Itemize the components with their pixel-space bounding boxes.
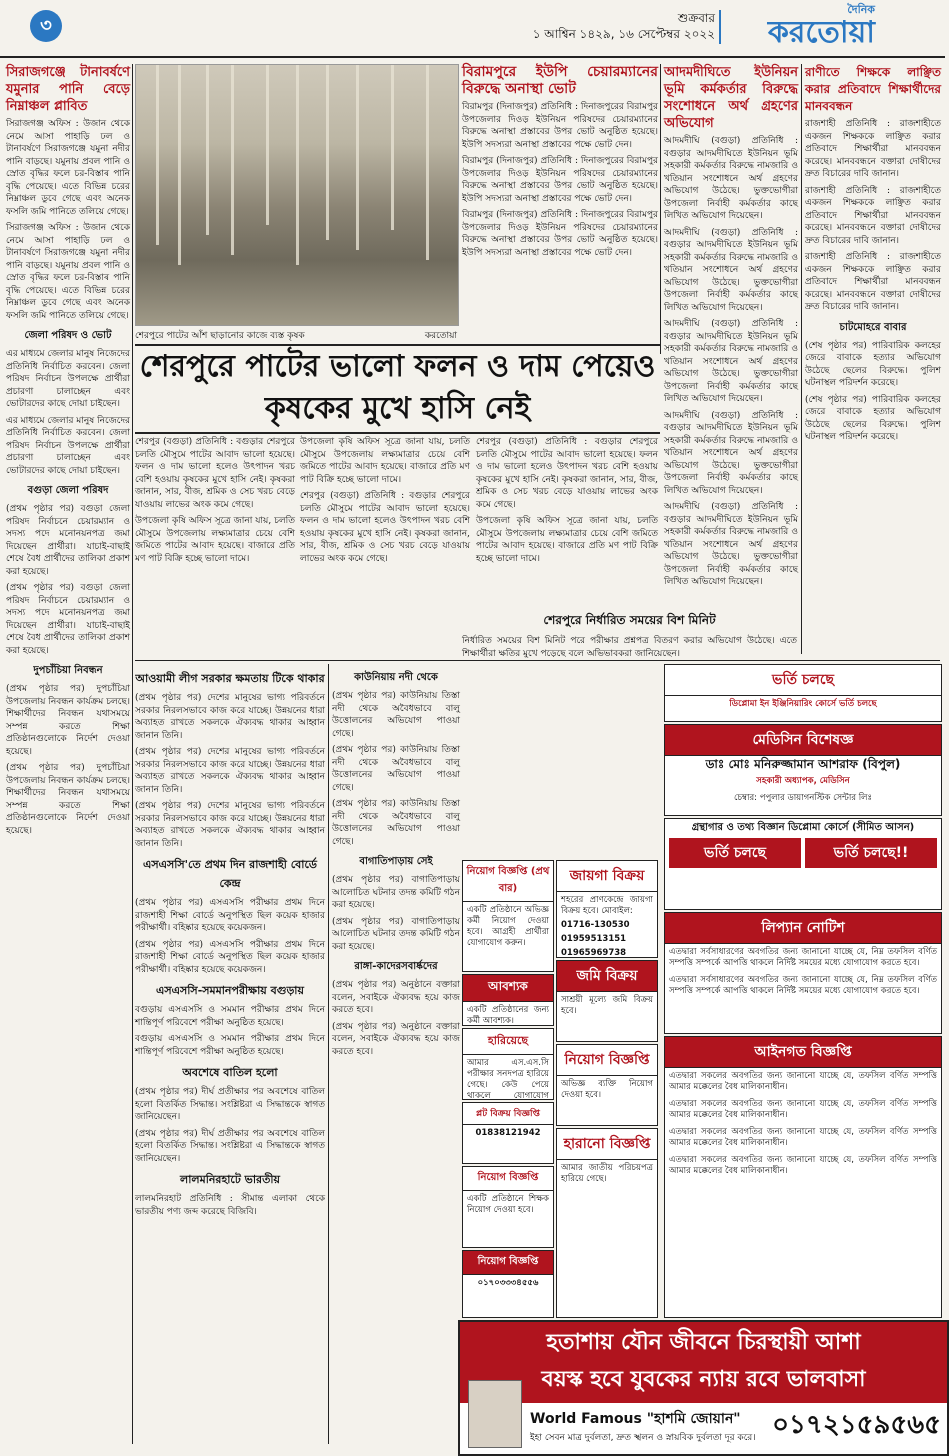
ad-title: নিয়োগ বিজ্ঞপ্তি [463, 1251, 553, 1275]
story-body: আদমদীঘি (বগুড়া) প্রতিনিধি : বগুড়ার আদমদীঘিতে ইউনিয়ন ভূমি সহকারী কর্মকর্তার বিরুদ্ধে নামজারি ও খতিয়ান সংশোধনে অর্থ গ্রহণের অভিযোগ উঠেছে। ভুক্তভোগীরা উপজেলা নির্বাহী কর্মকর্তার কাছে লিখিত অভিযোগ দিয়েছেন। [664, 410, 798, 496]
ad-lost-2 [556, 1128, 658, 1318]
story-body: (প্রথম পৃষ্ঠার পর) এসএসসি পরীক্ষার প্রথম দিনে রাজশাহী শিক্ষা বোর্ডে অনুপস্থিত ছিল কয়েক হাজার পরীক্ষার্থী। বহিষ্কার হয়েছে কয়েকজন। [135, 898, 325, 933]
ad-needed [462, 974, 554, 1026]
masthead-title: করতোয়া [767, 15, 875, 50]
story-title: কাউনিয়ায় নদী থেকে [354, 672, 438, 683]
story-title: এসএসসি'তে প্রথম দিন রাজশাহী বোর্ডে কেন্দ্র [142, 858, 318, 890]
admission-badge-left: ভর্তি চলছে [669, 838, 801, 868]
story-body: সিরাজগঞ্জ অফিস : উজান থেকে নেমে আসা পাহাড়ি ঢল ও টানাবর্ষণে সিরাজগঞ্জে যমুনা নদীর পানি বাড়ছে। যমুনায় প্রবল পানি ও স্রোত বৃদ্ধির ফলে চর-বিস্তাৰ পানি বৃদ্ধি পেয়েছে। এতে বিভিন্ন চরের নিম্নাঞ্চল ডুবে গেছে এবং অনেক ফসলি জমি পানিতে তলিয়ে গেছে। [6, 119, 130, 217]
story-body: (প্রথম পৃষ্ঠার পর) দেশের মানুষের ভাগ্য পরিবর্তনে সরকার নিরলসভাবে কাজ করে যাচ্ছে। উন্নয়নের ধারা অব্যাহত রাখতে সকলকে ঐক্যবদ্ধ থাকার আহ্বান জানান তিনি। [135, 747, 325, 795]
ad-phone: ০১৭০৩৩৩৪৫৫৬ [477, 1278, 539, 1288]
ad-title: জায়গা বিক্রয় [557, 861, 657, 892]
story-title: আওয়ামী লীগ সরকার ক্ষমতায় টিকে থাকার [135, 672, 325, 685]
story-body: উপজেলা কৃষি অফিস সূত্রে জানা যায়, চলতি মৌসুমে উপজেলায় লক্ষ্যমাত্রার চেয়ে বেশি জমিতে পাটের আবাদ হয়েছে। বাজারে প্রতি মণ পাট বিক্রি হচ্ছে ভালো দামে। [135, 516, 295, 564]
ad-subtitle: ডিপ্লোমা ইন ইঞ্জিনিয়ারিং কোর্সে ভর্তি চলছে [729, 699, 877, 709]
ad-lipyan-notice [664, 912, 942, 1034]
column-5 [805, 64, 941, 654]
photo-credit: করতোয়া [424, 331, 457, 341]
story-body: (প্রথম পৃষ্ঠার পর) দুপচাঁচিয়া উপজেলায় নিবন্ধন কার্যক্রম চলছে। শিক্ষার্থীদের নিবন্ধন যথাসময়ে সম্পন্ন করতে শিক্ষা প্রতিষ্ঠানগুলোকে নির্দেশ দেওয়া হয়েছে। [6, 763, 130, 836]
story-body: (প্রথম পৃষ্ঠার পর) অনুষ্ঠানে বক্তারা বলেন, সবাইকে ঐক্যবদ্ধ হয়ে কাজ করতে হবে। [332, 1021, 460, 1057]
ad-legal-notice [664, 1036, 942, 1318]
story-body: (প্রথম পৃষ্ঠার পর) কাউনিয়ায় তিস্তা নদী থেকে অবৈধভাবে বালু উত্তোলনের অভিযোগ পাওয়া গেছে। [332, 691, 460, 739]
ad-body: সাশ্রয়ী মূল্যে জমি বিক্রয় হবে। [561, 995, 653, 1016]
story-body: নির্ধারিত সময়ের বিশ মিনিট পরে পরীক্ষার প্রশ্নপত্র বিতরণ করার অভিযোগ উঠেছে। এতে শিক্ষার্থীরা ক্ষতির মুখে পড়েছে বলে অভিভাবকরা জানিয়েছেন। [462, 636, 797, 659]
jute-farmers-photo [135, 64, 459, 326]
ad-phone: 01838121942 [475, 1128, 541, 1138]
story-title: বগুড়া জেলা পরিষদ [27, 485, 109, 496]
ad-title: নিয়োগ বিজ্ঞপ্তি [463, 1167, 553, 1191]
ad-body: একটি প্রতিষ্ঠানে শিক্ষক নিয়োগ দেওয়া হবে। [467, 1194, 549, 1215]
header-date-text: ১ আশ্বিন ১৪২৯, ১৬ সেপ্টেম্বর ২০২২ [532, 27, 715, 41]
ad-product-name: World Famous "হাশমি জোয়ান" [530, 1411, 741, 1427]
ad-body: শহরের প্রাণকেন্দ্রে জায়গা বিক্রয় হবে। মোবাইল: [561, 895, 653, 916]
story-title: বিরামপুরে ইউপি চেয়ারম্যানের বিরুদ্ধে অনাস্থা ভোট [462, 64, 658, 97]
story-body: বিরামপুর (দিনাজপুর) প্রতিনিধি : দিনাজপুরের বিরামপুর উপজেলার দিওড় ইউনিয়ন পরিষদের চেয়ারম্যানের বিরুদ্ধে অনাস্থা প্রস্তাবের উপর ভোট অনুষ্ঠিত হয়েছে। ইউপি সদস্যরা অনাস্থা প্রস্তাবের পক্ষে ভোট দেন। [462, 102, 658, 150]
story-body: বিরামপুর (দিনাজপুর) প্রতিনিধি : দিনাজপুরের বিরামপুর উপজেলার দিওড় ইউনিয়ন পরিষদের চেয়ারম্যানের বিরুদ্ধে অনাস্থা প্রস্তাবের উপর ভোট অনুষ্ঠিত হয়েছে। ইউপি সদস্যরা অনাস্থা প্রস্তাবের পক্ষে ভোট দেন। [462, 156, 658, 204]
ad-phone-3: 01965969738 [561, 948, 627, 958]
ad-land-sale [556, 860, 658, 958]
story-body: এর মাধ্যমে জেলার মানুষ নিজেদের প্রতিনিধি নির্বাচিত করবেন। জেলা পরিষদ নির্বাচন উপলক্ষে প্রার্থীরা প্রচারণা চালাচ্ছেন এবং ভোটারদের কাছে দোয়া চাইছেন। [6, 415, 130, 476]
main-headline: শেরপুরে পাটের ভালো ফলন ও দাম পেয়েও কৃষকের মুখে হাসি নেই [135, 344, 660, 434]
ad-title: হারিয়েছে [463, 1029, 553, 1055]
ad-body: আমার জাতীয় পরিচয়পত্র হারিয়ে গেছে। [561, 1163, 653, 1184]
ad-jobs-2 [462, 1166, 554, 1248]
story-body: (প্রথম পৃষ্ঠার পর) বগুড়া জেলা পরিষদ নির্বাচনে চেয়ারম্যান ও সদস্য পদে মনোনয়নপত্র জমা দিয়েছেন প্রার্থীরা। যাচাই-বাছাই শেষে বৈধ প্রার্থীদের তালিকা প্রকাশ করা হয়েছে। [6, 504, 130, 577]
ad-body: একটি প্রতিষ্ঠানে অভিজ্ঞ কর্মী নিয়োগ দেওয়া হবে। আগ্রহী প্রার্থীরা যোগাযোগ করুন। [467, 905, 549, 948]
story-body: (প্রথম পৃষ্ঠার পর) বাগাতিপাড়ায় আলোচিত ঘটনার তদন্ত কমিটি গঠন করা হয়েছে। [332, 916, 460, 952]
ad-body: আমার এস.এস.সি পরীক্ষার সনদপত্র হারিয়ে গেছে। কেউ পেয়ে থাকলে যোগাযোগ [467, 1058, 549, 1101]
ad-body: একটি প্রতিষ্ঠানের জন্য কর্মী আবশ্যক। [467, 1005, 549, 1026]
main-story-col-3 [476, 436, 658, 606]
ad-phone-2: 01959513151 [561, 934, 627, 944]
story-body: শেরপুর (বগুড়া) প্রতিনিধি : বগুড়ার শেরপুরে চলতি মৌসুমে পাটের আবাদ ভালো হয়েছে। ফলন ও দাম ভালো হলেও উৎপাদন খরচ বেশি হওয়ায় কৃষকের মুখে হাসি নেই। কৃষকরা জানান, সার, বীজ, শ্রমিক ও সেচ খরচ বেড়ে যাওয়ায় লাভের অংক কমে গেছে। [300, 491, 470, 564]
ad-health-product [458, 1320, 949, 1456]
doctor-portrait [468, 1380, 522, 1448]
main-story-col-1 [135, 436, 295, 606]
story-body: (প্রথম পৃষ্ঠার পর) এসএসসি পরীক্ষার প্রথম দিনে রাজশাহী শিক্ষা বোর্ডে অনুপস্থিত ছিল কয়েক হাজার পরীক্ষার্থী। বহিষ্কার হয়েছে কয়েকজন। [135, 939, 325, 975]
ad-jobs-3 [462, 1250, 554, 1318]
ad-line-2: বয়স্ক হবে যুবকের ন্যায় রবে ভালবাসা [460, 1362, 947, 1403]
story-body: (প্রথম পৃষ্ঠার পর) কাউনিয়ায় তিস্তা নদী থেকে অবৈধভাবে বালু উত্তোলনের অভিযোগ পাওয়া গেছে। [332, 799, 460, 847]
ad-body: অভিজ্ঞ ব্যক্তি নিয়োগ দেওয়া হবে। [561, 1079, 653, 1100]
story-body: (প্রথম পৃষ্ঠার পর) দেশের মানুষের ভাগ্য পরিবর্তনে সরকার নিরলসভাবে কাজ করে যাচ্ছে। উন্নয়নের ধারা অব্যাহত রাখতে সকলকে ঐক্যবদ্ধ থাকার আহ্বান জানান তিনি। [135, 693, 325, 741]
ad-body: এতদ্বারা সকলের অবগতির জন্য জানানো যাচ্ছে যে, তফসিল বর্ণিত সম্পত্তি আমার মক্কেলের বৈধ মালিকানাধীন। [669, 1155, 937, 1176]
story-body: বিরামপুর (দিনাজপুর) প্রতিনিধি : দিনাজপুরের বিরামপুর উপজেলার দিওড় ইউনিয়ন পরিষদের চেয়ারম্যানের বিরুদ্ধে অনাস্থা প্রস্তাবের উপর ভোট অনুষ্ঠিত হয়েছে। ইউপি সদস্যরা অনাস্থা প্রস্তাবের পক্ষে ভোট দেন। [462, 210, 658, 258]
story-body: লালমনিরহাট প্রতিনিধি : সীমান্ত এলাকা থেকে ভারতীয় পণ্য জব্দ করেছে বিজিবি। [135, 1194, 325, 1217]
ad-title: নিয়োগ বিজ্ঞপ্তি (প্রথ বার) [463, 861, 553, 902]
story-body: রাজশাহী প্রতিনিধি : রাজশাহীতে একজন শিক্ষককে লাঞ্ছিত করার প্রতিবাদে শিক্ষার্থীরা মানববন্ধন করেছে। মানববন্ধনে বক্তারা দোষীদের দ্রুত বিচারের দাবি জানান। [805, 119, 941, 179]
story-title: রাণীতে শিক্ষকে লাঞ্ছিত করার প্রতিবাদে শিক্ষার্থীদের মানববন্ধন [805, 65, 941, 113]
story-body: রাজশাহী প্রতিনিধি : রাজশাহীতে একজন শিক্ষককে লাঞ্ছিত করার প্রতিবাদে শিক্ষার্থীরা মানববন্ধন করেছে। মানববন্ধনে বক্তারা দোষীদের দ্রুত বিচারের দাবি জানান। [805, 252, 941, 312]
admission-badge-right: ভর্তি চলছে!! [805, 838, 937, 868]
story-title: রাঙ্গা-কাদেরসবার্ষ্কদের [354, 961, 438, 972]
story-body: (প্রথম পৃষ্ঠার পর) দীর্ঘ প্রতীক্ষার পর অবশেষে বাতিল হলো বিতর্কিত সিদ্ধান্ত। সংশ্লিষ্টরা এ সিদ্ধান্তকে স্বাগত জানিয়েছেন। [135, 1087, 325, 1122]
story-body: আদমদীঘি (বগুড়া) প্রতিনিধি : বগুড়ার আদমদীঘিতে ইউনিয়ন ভূমি সহকারী কর্মকর্তার বিরুদ্ধে নামজারি ও খতিয়ান সংশোধনে অর্থ গ্রহণের অভিযোগ উঠেছে। ভুক্তভোগীরা উপজেলা নির্বাহী কর্মকর্তার কাছে লিখিত অভিযোগ দিয়েছেন। [664, 319, 798, 404]
column-1 [6, 64, 130, 1444]
story-body: বগুড়ায় এসএসসি ও সমমান পরীক্ষার প্রথম দিনে শান্তিপূর্ণ পরিবেশে পরীক্ষা অনুষ্ঠিত হয়েছে। [135, 1034, 325, 1057]
story-body: শেরপুর (বগুড়া) প্রতিনিধি : বগুড়ার শেরপুরে চলতি মৌসুমে পাটের আবাদ ভালো হয়েছে। ফলন ও দাম ভালো হলেও উৎপাদন খরচ বেশি হওয়ায় কৃষকের মুখে হাসি নেই। কৃষকরা জানান, সার, বীজ, শ্রমিক ও সেচ খরচ বেড়ে যাওয়ায় লাভের অংক কমে গেছে। [476, 437, 658, 510]
ad-title: মেডিসিন বিশেষজ্ঞ [665, 725, 941, 756]
ad-title: জমি বিক্রয় [557, 961, 657, 992]
story-title: চাটমোহরে বাবার [839, 321, 907, 333]
story-title: দুপচাঁচিয়া নিবন্ধন [33, 665, 103, 676]
lower-left-column [135, 664, 325, 1444]
story-body: সিরাজগঞ্জ অফিস : উজান থেকে নেমে আসা পাহাড়ি ঢল ও টানাবর্ষণে সিরাজগঞ্জে যমুনা নদীর পানি বাড়ছে। যমুনায় প্রবল পানি ও স্রোত বৃদ্ধির ফলে চর-বিস্তাৰ পানি বৃদ্ধি পেয়েছে। এতে বিভিন্ন চরের নিম্নাঞ্চল ডুবে গেছে এবং অনেক ফসলি জমি পানিতে তলিয়ে গেছে। [6, 223, 130, 321]
ad-admission-1 [664, 664, 942, 722]
ad-body: এতদ্বারা সকলের অবগতির জন্য জানানো যাচ্ছে যে, তফসিল বর্ণিত সম্পত্তি আমার মক্কেলের বৈধ মালিকানাধীন। [669, 1099, 937, 1120]
ad-title: গ্রন্থাগার ও তথ্য বিজ্ঞান ডিপ্লোমা কোর্সে (সীমিত আসন) [691, 822, 915, 833]
ad-phone-1: 01716-130530 [561, 920, 630, 930]
story-title: বাগাতিপাড়ায় সেই [359, 856, 433, 867]
story-body: রাজশাহী প্রতিনিধি : রাজশাহীতে একজন শিক্ষককে লাঞ্ছিত করার প্রতিবাদে শিক্ষার্থীরা মানববন্ধন করেছে। মানববন্ধনে বক্তারা দোষীদের দ্রুত বিচারের দাবি জানান। [805, 185, 941, 246]
header-separator [719, 10, 721, 44]
ad-jobs-4 [556, 1044, 658, 1126]
story-body: আদমদীঘি (বগুড়া) প্রতিনিধি : বগুড়ার আদমদীঘিতে ইউনিয়ন ভূমি সহকারী কর্মকর্তার বিরুদ্ধে নামজারি ও খতিয়ান সংশোধনে অর্থ গ্রহণের অভিযোগ উঠেছে। ভুক্তভোগীরা উপজেলা নির্বাহী কর্মকর্তার কাছে লিখিত অভিযোগ দিয়েছেন। [664, 502, 798, 587]
story-title: লালমনিরহাটে ভারতীয় [180, 1173, 280, 1186]
ad-body: এতদ্বারা সর্বসাধারণের অবগতির জন্য জানানো যাচ্ছে যে, নিম্ন তফসিল বর্ণিত সম্পত্তি সম্পর্কে আপত্তি থাকলে নির্দিষ্ট সময়ের মধ্যে যোগাযোগ করতে হবে। [669, 975, 937, 996]
photo-caption [135, 328, 457, 343]
ad-library-course [664, 818, 942, 910]
newspaper-masthead [768, 4, 875, 50]
masthead-small: দৈনিক [847, 3, 875, 16]
header-date [533, 10, 715, 42]
column-rule [328, 664, 329, 1444]
story-body: (প্রথম পৃষ্ঠার পর) দুপচাঁচিয়া উপজেলায় নিবন্ধন কার্যক্রম চলছে। শিক্ষার্থীদের নিবন্ধন যথাসময়ে সম্পন্ন করতে শিক্ষা প্রতিষ্ঠানগুলোকে নির্দেশ দেওয়া হয়েছে। [6, 684, 130, 757]
story-title: এসএসসি-সমমানপরীক্ষায় বগুড়ায় [156, 984, 304, 997]
story-body: আদমদীঘি (বগুড়া) প্রতিনিধি : বগুড়ার আদমদীঘিতে ইউনিয়ন ভূমি সহকারী কর্মকর্তার বিরুদ্ধে নামজারি ও খতিয়ান সংশোধনে অর্থ গ্রহণের অভিযোগ উঠেছে। ভুক্তভোগীরা উপজেলা নির্বাহী কর্মকর্তার কাছে লিখিত অভিযোগ দিয়েছেন। [664, 136, 798, 221]
ad-title: লিপ্যান নোটিশ [665, 913, 941, 944]
story-body: বগুড়ায় এসএসসি ও সমমান পরীক্ষার প্রথম দিনে শান্তিপূর্ণ পরিবেশে পরীক্ষা অনুষ্ঠিত হয়েছে। [135, 1005, 325, 1028]
story-title: আদমদীঘিতে ইউনিয়ন ভূমি কর্মকর্তার বিরুদ্ধে সংশোধনে অর্থ গ্রহণের অভিযোগ [664, 65, 798, 131]
column-3 [462, 64, 658, 339]
ad-plot-sale [462, 1102, 554, 1164]
ad-medicine [664, 724, 942, 816]
story-body: (প্রথম পৃষ্ঠার পর) কাউনিয়ায় তিস্তা নদী থেকে অবৈধভাবে বালু উত্তোলনের অভিযোগ পাওয়া গেছে। [332, 745, 460, 793]
ad-title: আবশ্যক [463, 975, 553, 1002]
ad-jobs-1 [462, 860, 554, 972]
ad-body: এতদ্বারা সকলের অবগতির জন্য জানানো যাচ্ছে যে, তফসিল বর্ণিত সম্পত্তি আমার মক্কেলের বৈধ মালিকানাধীন। [669, 1071, 937, 1092]
story-body: (প্রথম পৃষ্ঠার পর) দেশের মানুষের ভাগ্য পরিবর্তনে সরকার নিরলসভাবে কাজ করে যাচ্ছে। উন্নয়নের ধারা অব্যাহত রাখতে সকলকে ঐক্যবদ্ধ থাকার আহ্বান জানান তিনি। [135, 801, 325, 849]
ad-title: হারানো বিজ্ঞপ্তি [557, 1129, 657, 1160]
story-title: জেলা পরিষদ ও ভোট [24, 330, 112, 341]
story-body: এর মাধ্যমে জেলার মানুষ নিজেদের প্রতিনিধি নির্বাচিত করবেন। জেলা পরিষদ নির্বাচন উপলক্ষে প্রার্থীরা প্রচারণা চালাচ্ছেন এবং ভোটারদের কাছে দোয়া চাইছেন। [6, 349, 130, 409]
ad-title: প্লট বিক্রয় বিজ্ঞপ্তি [463, 1103, 553, 1125]
lower-mid-column [332, 664, 460, 1444]
column-rule [801, 64, 802, 654]
ad-title: আইনগত বিজ্ঞপ্তি [665, 1037, 941, 1068]
page-header [0, 0, 945, 58]
story-body: উপজেলা কৃষি অফিস সূত্রে জানা যায়, চলতি মৌসুমে উপজেলায় লক্ষ্যমাত্রার চেয়ে বেশি জমিতে পাটের আবাদ হয়েছে। বাজারে প্রতি মণ পাট বিক্রি হচ্ছে ভালো দামে। [300, 437, 470, 485]
ad-lost [462, 1028, 554, 1100]
ad-title: ভর্তি চলছে [665, 665, 941, 696]
exam-story [462, 606, 797, 658]
column-4 [664, 64, 798, 644]
ad-body: এতদ্বারা সকলের অবগতির জন্য জানানো যাচ্ছে যে, তফসিল বর্ণিত সম্পত্তি আমার মক্কেলের বৈধ মালিকানাধীন। [669, 1127, 937, 1148]
story-body: (প্রথম পৃষ্ঠার পর) বাগাতিপাড়ায় আলোচিত ঘটনার তদন্ত কমিটি গঠন করা হয়েছে। [332, 875, 460, 910]
page-number-badge: ৩ [30, 10, 62, 42]
story-body: (প্রথম পৃষ্ঠার পর) অনুষ্ঠানে বক্তারা বলেন, সবাইকে ঐক্যবদ্ধ হয়ে কাজ করতে হবে। [332, 980, 460, 1015]
ad-description: ইহা সেবন মাত্র দুর্বলতা, দ্রুত স্খলন ও স্নায়বিক দুর্বলতা দূর করে। [530, 1433, 756, 1443]
ad-land-sale-2 [556, 960, 658, 1042]
story-title: শেরপুরে নির্ধারিত সময়ের বিশ মিনিট [543, 613, 716, 627]
story-body: (শেষ পৃষ্ঠার পর) পারিবারিক কলহের জেরে বাবাকে হত্যার অভিযোগ উঠেছে ছেলের বিরুদ্ধে। পুলিশ ঘটনাস্থল পরিদর্শন করেছে। [805, 340, 941, 388]
doctor-role: সহকারী অধ্যাপক, মেডিসিন [756, 776, 850, 786]
main-story-col-2 [300, 436, 470, 606]
ad-phone: ০১৭২১৫৯৫৬৫ [772, 1410, 941, 1440]
column-rule [132, 64, 133, 1444]
story-body: আদমদীঘি (বগুড়া) প্রতিনিধি : বগুড়ার আদমদীঘিতে ইউনিয়ন ভূমি সহকারী কর্মকর্তার বিরুদ্ধে নামজারি ও খতিয়ান সংশোধনে অর্থ গ্রহণের অভিযোগ উঠেছে। ভুক্তভোগীরা উপজেলা নির্বাহী কর্মকর্তার কাছে লিখিত অভিযোগ দিয়েছেন। [664, 227, 798, 313]
story-body: (প্রথম পৃষ্ঠার পর) দীর্ঘ প্রতীক্ষার পর অবশেষে বাতিল হলো বিতর্কিত সিদ্ধান্ত। সংশ্লিষ্টরা এ সিদ্ধান্তকে স্বাগত জানিয়েছেন। [135, 1128, 325, 1164]
doctor-chamber: চেম্বার: পপুলার ডায়াগনস্টিক সেন্টার লিঃ [734, 793, 872, 803]
story-body: শেরপুর (বগুড়া) প্রতিনিধি : বগুড়ার শেরপুরে চলতি মৌসুমে পাটের আবাদ ভালো হয়েছে। ফলন ও দাম ভালো হলেও উৎপাদন খরচ বেশি হওয়ায় কৃষকের মুখে হাসি নেই। কৃষকরা জানান, সার, বীজ, শ্রমিক ও সেচ খরচ বেড়ে যাওয়ায় লাভের অংক কমে গেছে। [135, 437, 295, 510]
story-title: সিরাজগঞ্জে টানাবর্ষণে যমুনার পানি বেড়ে নিম্নাঞ্চল প্লাবিত [6, 65, 130, 114]
story-body: উপজেলা কৃষি অফিস সূত্রে জানা যায়, চলতি মৌসুমে উপজেলায় লক্ষ্যমাত্রার চেয়ে বেশি জমিতে পাটের আবাদ হয়েছে। বাজারে প্রতি মণ পাট বিক্রি হচ্ছে ভালো দামে। [476, 516, 658, 564]
ad-line-1: হতাশায় যৌন জীবনে চিরস্থায়ী আশা [460, 1322, 947, 1362]
ad-body: এতদ্বারা সর্বসাধারণের অবগতির জন্য জানানো যাচ্ছে যে, নিম্ন তফসিল বর্ণিত সম্পত্তি সম্পর্কে আপত্তি থাকলে নির্দিষ্ট সময়ের মধ্যে যোগাযোগ করতে হবে। [669, 947, 937, 968]
story-body: (শেষ পৃষ্ঠার পর) পারিবারিক কলহের জেরে বাবাকে হত্যার অভিযোগ উঠেছে ছেলের বিরুদ্ধে। পুলিশ ঘটনাস্থল পরিদর্শন করেছে। [805, 394, 941, 442]
story-title: অবশেষে বাতিল হলো [182, 1066, 278, 1079]
ad-title: নিয়োগ বিজ্ঞপ্তি [557, 1045, 657, 1076]
header-day: শুক্রবার [677, 11, 715, 25]
doctor-name: ডাঃ মোঃ মনিরুজ্জামান আশরাফ (বিপুল) [705, 757, 901, 771]
section-rule [135, 660, 940, 661]
column-rule [660, 64, 661, 354]
story-body: (প্রথম পৃষ্ঠার পর) বগুড়া জেলা পরিষদ নির্বাচনে চেয়ারম্যান ও সদস্য পদে মনোনয়নপত্র জমা দিয়েছেন প্রার্থীরা। যাচাই-বাছাই শেষে বৈধ প্রার্থীদের তালিকা প্রকাশ করা হয়েছে। [6, 583, 130, 656]
photo-caption-text: শেরপুরে পাটের আঁশ ছাড়ানোর কাজে ব্যস্ত কৃষক [135, 331, 305, 341]
